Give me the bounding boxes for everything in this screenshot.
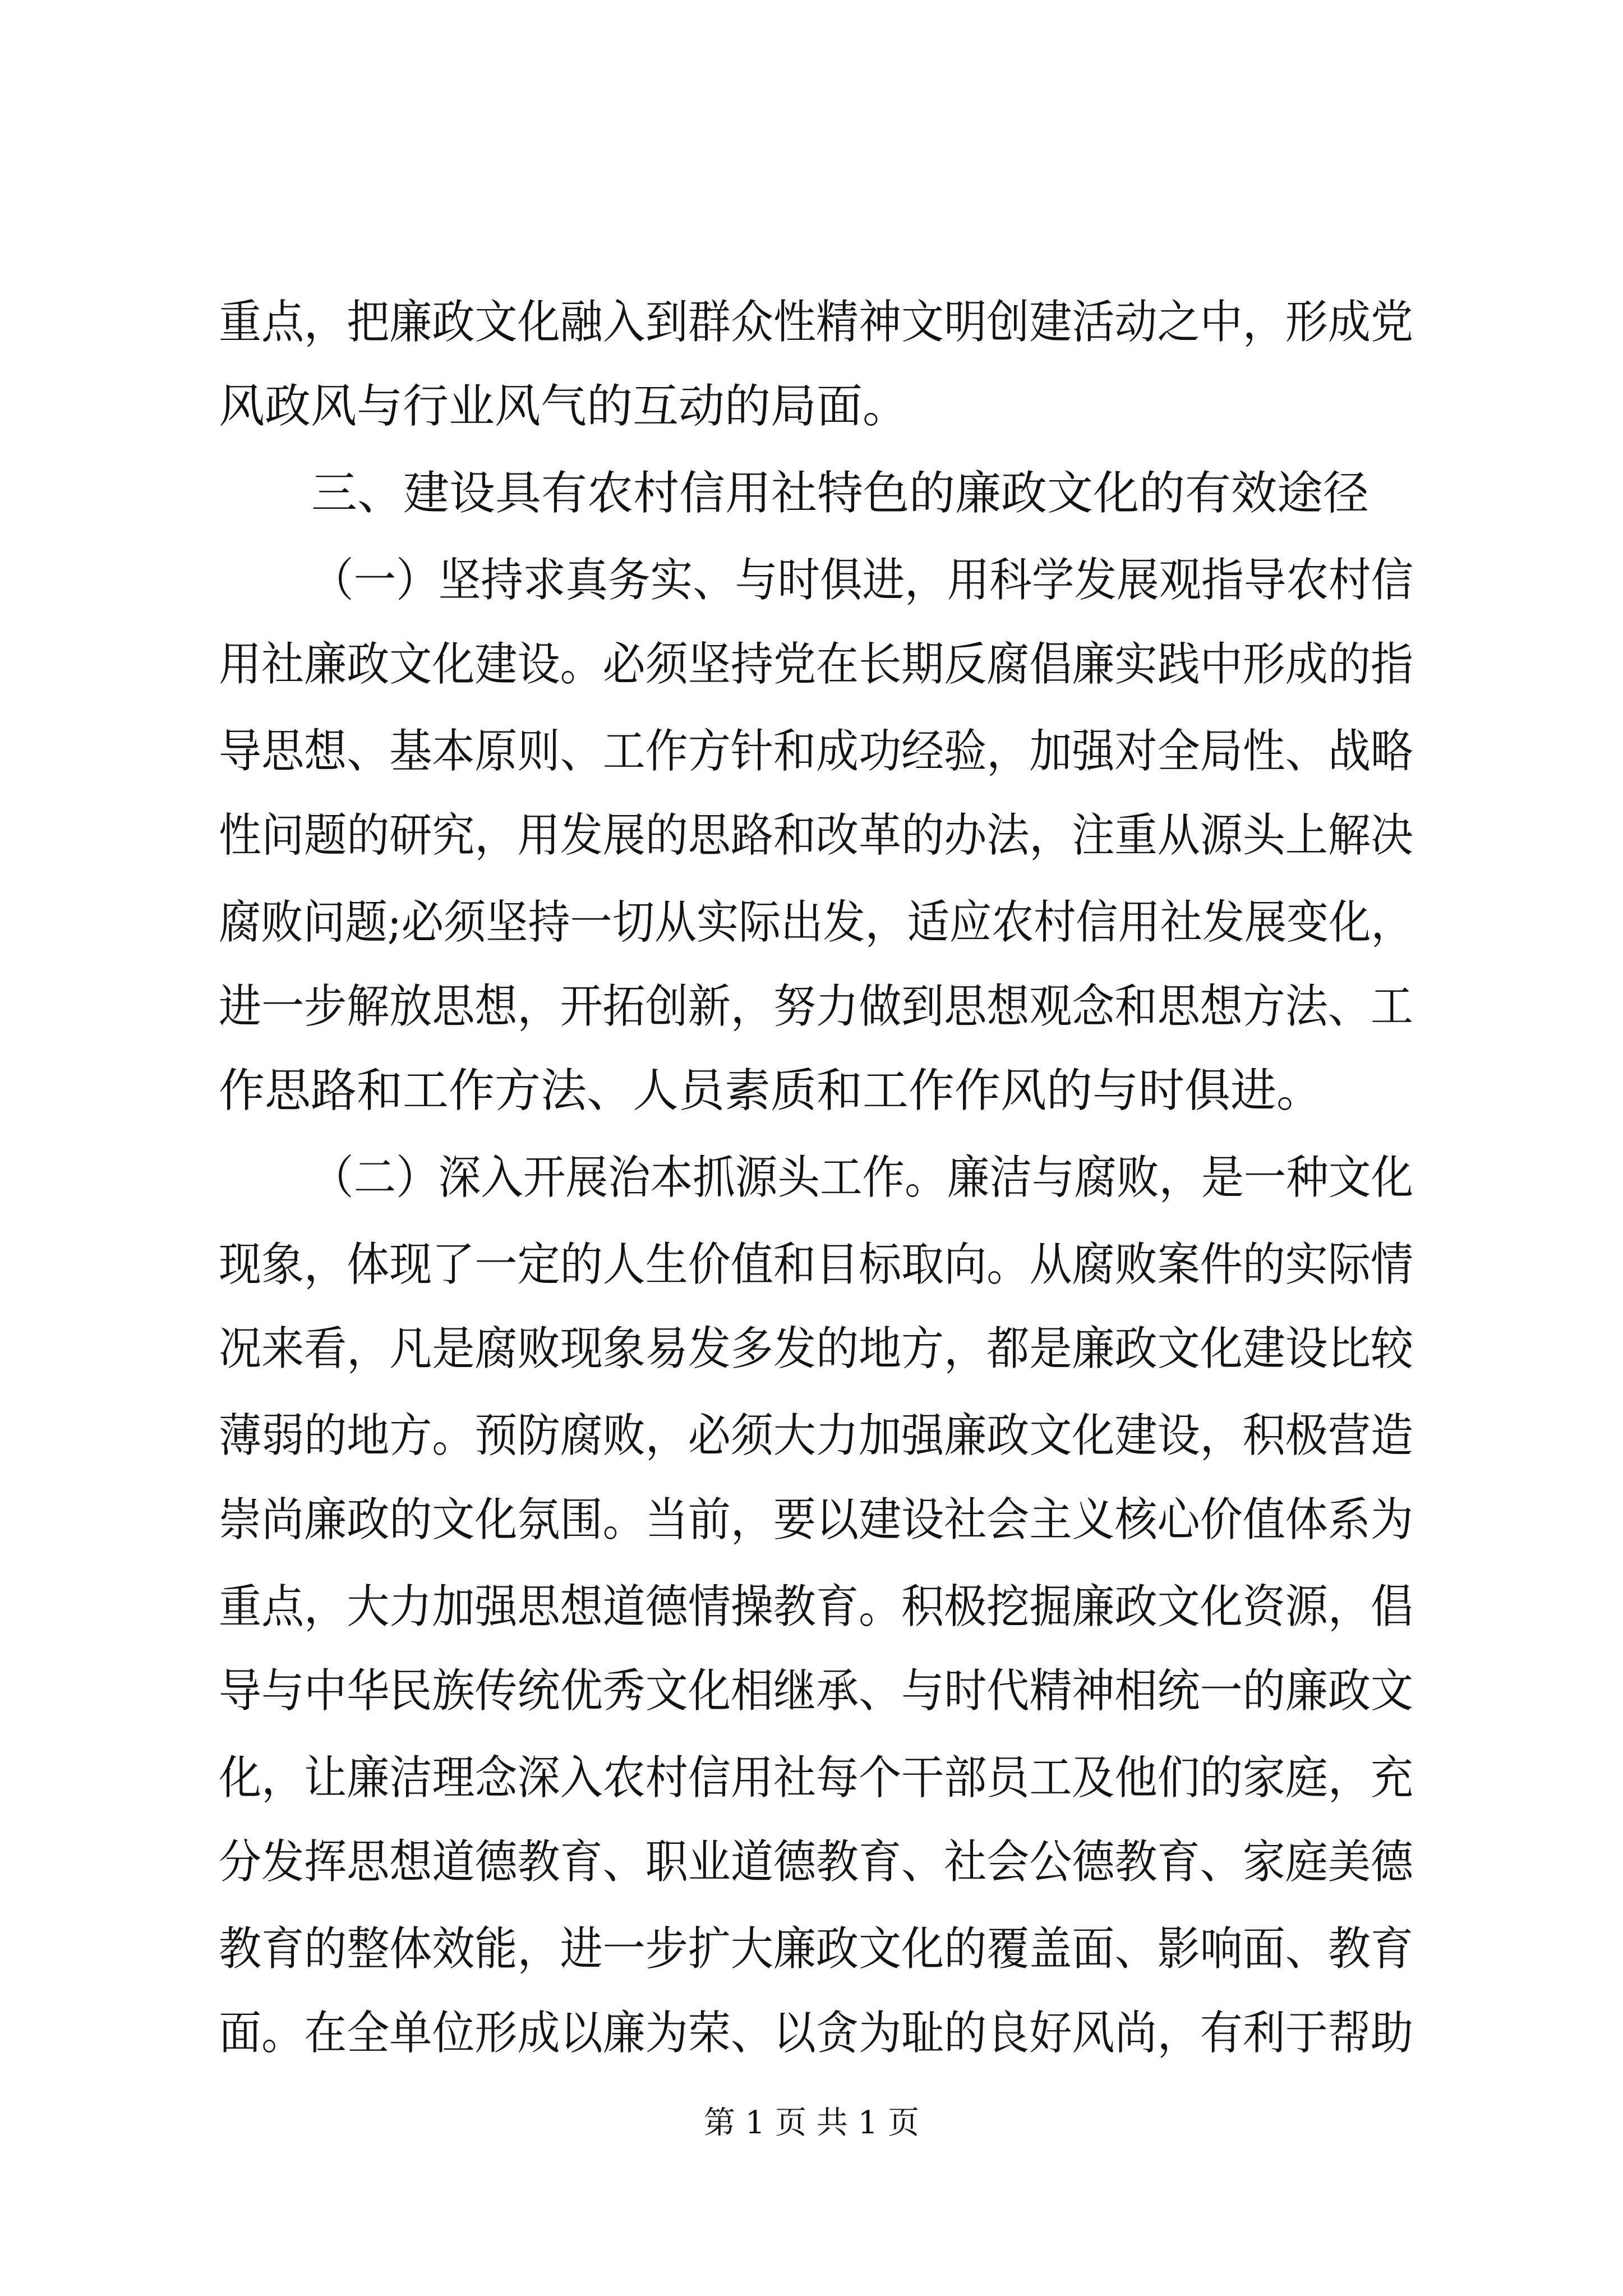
text-line-5	[0, 625, 1623, 704]
text-line-11-text: （二）深入开展治本抓源头工作。廉洁与腐败，是一种文化	[311, 1151, 1414, 1204]
text-line-15-text: 崇尚廉政的文化氛围。当前，要以建设社会主义核心价值体系为	[219, 1493, 1414, 1547]
text-line-6	[0, 712, 1623, 791]
text-line-8-text: 腐败问题;必须坚持一切从实际出发，适应农村信用社发展变化，	[219, 896, 1413, 949]
text-line-16-text: 重点，大力加强思想道德情操教育。积极挖掘廉政文化资源，倡	[219, 1580, 1414, 1634]
text-line-11	[0, 1139, 1623, 1217]
text-line-7	[0, 797, 1623, 875]
text-line-14-text: 薄弱的地方。预防腐败，必须大力加强廉政文化建设，积极营造	[219, 1409, 1414, 1462]
text-line-7-text: 性问题的研究，用发展的思路和改革的办法，注重从源头上解决	[219, 809, 1414, 862]
text-line-18-text: 化，让廉洁理念深入农村信用社每个干部员工及他们的家庭，充	[219, 1751, 1414, 1805]
text-line-12	[0, 1226, 1623, 1304]
text-line-10-text: 作思路和工作方法、人员素质和工作作风的与时俱进。	[219, 1064, 1323, 1117]
text-line-6-text: 导思想、基本原则、工作方针和成功经验，加强对全局性、战略	[219, 725, 1414, 778]
text-line-4-text: （一）坚持求真务实、与时俱进，用科学发展观指导农村信	[311, 554, 1414, 607]
text-line-5-text: 用社廉政文化建设。必须坚持党在长期反腐倡廉实践中形成的指	[219, 638, 1414, 691]
text-line-9-text: 进一步解放思想，开拓创新，努力做到思想观念和思想方法、工	[219, 980, 1414, 1033]
text-line-10	[0, 1052, 1623, 1130]
text-line-21	[0, 1994, 1623, 2073]
text-line-13-text: 况来看，凡是腐败现象易发多发的地方，都是廉政文化建设比较	[219, 1322, 1414, 1375]
text-line-9	[0, 968, 1623, 1046]
text-line-15	[0, 1481, 1623, 1559]
text-line-2	[0, 367, 1623, 446]
section-heading-3	[0, 454, 1623, 533]
text-line-12-text: 现象，体现了一定的人生价值和目标取向。从腐败案件的实际情	[219, 1238, 1414, 1291]
text-line-1-text: 重点，把廉政文化融入到群众性精神文明创建活动之中，形成党	[219, 296, 1414, 349]
text-line-18	[0, 1739, 1623, 1818]
text-line-2-text: 风政风与行业风气的互动的局面。	[219, 380, 909, 433]
text-line-19-text: 分发挥思想道德教育、职业道德教育、社会公德教育、家庭美德	[219, 1835, 1414, 1889]
text-line-21-text: 面。在全单位形成以廉为荣、以贪为耻的良好风尚，有利于帮助	[219, 2007, 1414, 2060]
text-line-19	[0, 1823, 1623, 1902]
text-line-1	[0, 283, 1623, 362]
text-line-8	[0, 884, 1623, 962]
text-line-20	[0, 1910, 1623, 1989]
text-line-17	[0, 1652, 1623, 1731]
text-line-4	[0, 541, 1623, 620]
text-line-14	[0, 1397, 1623, 1475]
page-number-footer: 第 1 页 共 1 页	[703, 2105, 920, 2141]
text-line-20-text: 教育的整体效能，进一步扩大廉政文化的覆盖面、影响面、教育	[219, 1922, 1414, 1976]
text-line-17-text: 导与中华民族传统优秀文化相继承、与时代精神相统一的廉政文	[219, 1664, 1414, 1718]
text-line-13	[0, 1310, 1623, 1388]
text-line-16	[0, 1568, 1623, 1646]
section-heading-3-text: 三、建设具有农村信用社特色的廉政文化的有效途径	[311, 467, 1370, 520]
